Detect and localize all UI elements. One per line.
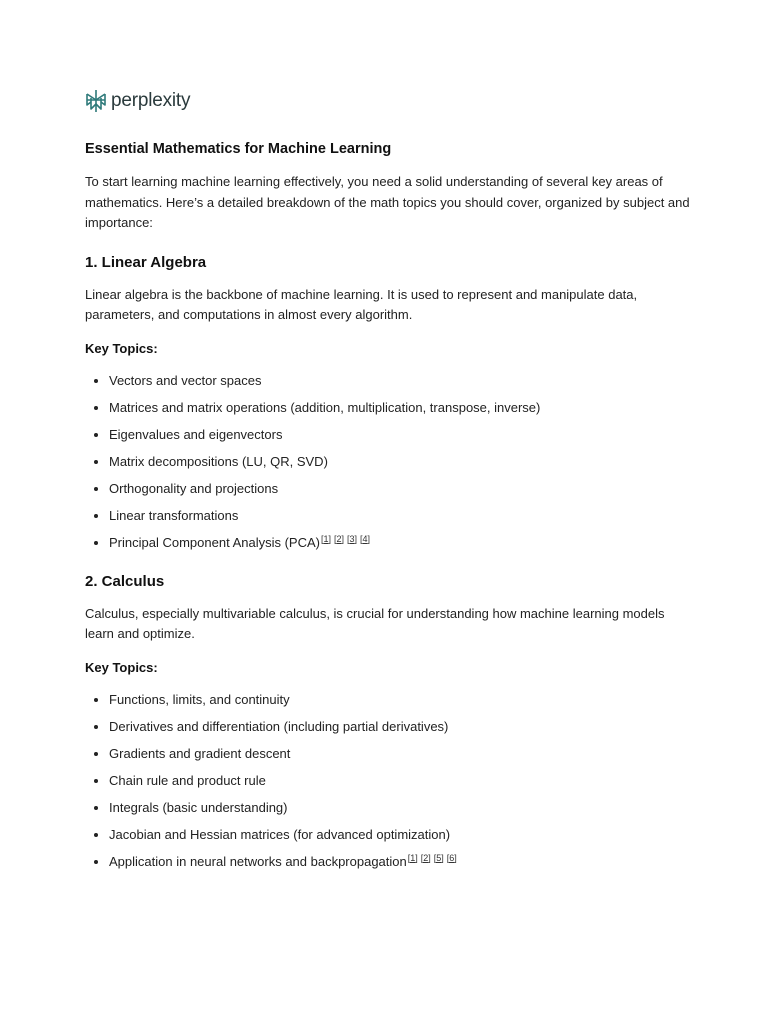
citation-link[interactable]: [4]	[360, 533, 371, 544]
article-content	[85, 139, 695, 879]
citation-link[interactable]: [2]	[334, 533, 345, 544]
citation-link[interactable]: [6]	[446, 852, 457, 863]
list-item: Chain rule and product rule	[85, 771, 695, 798]
perplexity-logo-icon	[85, 89, 107, 113]
topic-list	[85, 371, 695, 560]
citation-link[interactable]: [5]	[433, 852, 444, 863]
list-item: Derivatives and differentiation (including partial derivatives)	[85, 717, 695, 744]
section-calculus	[85, 572, 695, 879]
citation-link[interactable]: [1]	[320, 533, 331, 544]
key-topics-label: Key Topics:	[85, 340, 158, 356]
list-item: Functions, limits, and continuity	[85, 690, 695, 717]
section-heading: 1. Linear Algebra	[85, 253, 207, 271]
list-item: Jacobian and Hessian matrices (for advanced optimization)	[85, 825, 695, 852]
list-item: Application in neural networks and backpropagation[1] [2] [5] [6]	[85, 852, 695, 879]
intro-paragraph: To start learning machine learning effectively, you need a solid understanding of several key areas of mathematics. Here’s a detailed breakdown of the math topics you should cover, organized by subject and importance:	[85, 174, 690, 230]
list-item: Vectors and vector spaces	[85, 371, 695, 398]
list-item: Principal Component Analysis (PCA)[1] [2] [3] [4]	[85, 533, 695, 560]
section-description: Linear algebra is the backbone of machine learning. It is used to represent and manipulate data, parameters, and computations in almost every algorithm.	[85, 286, 638, 322]
topic-list	[85, 690, 695, 879]
perplexity-logo[interactable]	[85, 89, 190, 113]
citation-link[interactable]: [3]	[347, 533, 358, 544]
list-item: Orthogonality and projections	[85, 479, 695, 506]
document-title: Essential Mathematics for Machine Learning	[85, 141, 392, 157]
list-item: Matrix decompositions (LU, QR, SVD)	[85, 452, 695, 479]
list-item: Integrals (basic understanding)	[85, 798, 695, 825]
section-heading: 2. Calculus	[85, 572, 165, 590]
list-item: Matrices and matrix operations (addition, multiplication, transpose, inverse)	[85, 398, 695, 425]
section-linear-algebra	[85, 253, 695, 560]
citation-link[interactable]: [1]	[407, 852, 418, 863]
section-description: Calculus, especially multivariable calculus, is crucial for understanding how machine learning models learn and optimize.	[85, 605, 665, 641]
citation-group	[320, 530, 370, 545]
list-item: Gradients and gradient descent	[85, 744, 695, 771]
citation-link[interactable]: [2]	[420, 852, 431, 863]
list-item: Linear transformations	[85, 506, 695, 533]
list-item: Eigenvalues and eigenvectors	[85, 425, 695, 452]
key-topics-label: Key Topics:	[85, 659, 158, 675]
citation-group	[407, 849, 457, 864]
logo-wordmark: perplexity	[111, 90, 191, 111]
